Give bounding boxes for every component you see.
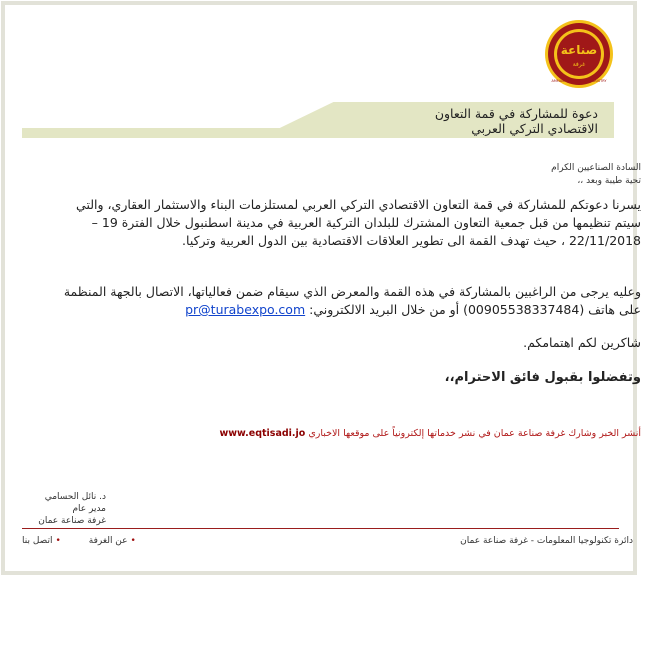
share-notice	[219, 428, 641, 439]
signature-role: مدير عام	[72, 504, 106, 514]
title-band	[22, 102, 614, 138]
share-text: أنشر الخبر وشارك غرفة صناعة عمان في نشر خدماتها إلكترونياً على موقعها الاخباري	[308, 428, 641, 439]
logo-emblem-text: غرفة	[572, 61, 586, 68]
contact-text: وعليه يرجى من الراغبين بالمشاركة في هذه القمة والمعرض الذي سيقام ضمن فعالياتها، الاتصال بالجهة المنظمة على هاتف (00905538337484) أو من خلال البريد الالكتروني:	[63, 284, 641, 317]
signature	[26, 491, 106, 527]
signature-name: د. نائل الحسامي	[44, 492, 106, 502]
contact-paragraph	[61, 283, 641, 319]
bullet-icon: •	[55, 536, 61, 546]
amman-chamber-logo	[543, 18, 615, 90]
greeting	[551, 162, 641, 188]
page-title	[435, 106, 598, 136]
email-link[interactable]: pr@turabexpo.com	[185, 302, 306, 317]
title-line-2: الاقتصادي التركي العربي	[471, 121, 598, 136]
bullet-icon: •	[130, 536, 136, 546]
greeting-line-1: السادة الصناعيين الكرام	[551, 163, 641, 173]
footer-about-label: عن الغرفة	[88, 536, 128, 546]
greeting-line-2: تحية طيبة وبعد ،،	[577, 176, 641, 186]
footer-links	[22, 536, 136, 546]
closing-line: وتفضلوا بقبول فائق الاحترام،،	[444, 370, 641, 385]
logo-ring-text: AMMAN CHAMBER OF INDUSTRY	[551, 79, 607, 83]
footer-contact-label: اتصل بنا	[22, 536, 53, 546]
logo-arabic-name: صناعة	[560, 43, 598, 57]
news-site-link[interactable]: www.eqtisadi.jo	[219, 428, 306, 439]
signature-org: غرفة صناعة عمان	[38, 516, 106, 526]
footer-about-link[interactable]	[89, 536, 136, 546]
invitation-paragraph: يسرنا دعوتكم للمشاركة في قمة التعاون الاقتصادي التركي العربي لمستلزمات البناء والاستثمار العقاري، والتي سيتم تنظيمها من قبل جمعية التعاون المشترك للبلدان التركية العربية في مدينة اسطنبول خلال الفترة 19 – 22/11/2018 ، حيث تهدف القمة الى تطوير العلاقات الاقتصادية بين الدول العربية وتركيا.	[76, 197, 641, 248]
footer-divider	[22, 528, 619, 529]
title-line-1: دعوة للمشاركة في قمة التعاون	[434, 106, 598, 121]
thanks-paragraph: شاكرين لكم اهتمامكم.	[523, 335, 641, 350]
footer-contact-link[interactable]	[22, 536, 61, 546]
footer-department: دائرة تكنولوجيا المعلومات - غرفة صناعة عمان	[460, 536, 633, 546]
